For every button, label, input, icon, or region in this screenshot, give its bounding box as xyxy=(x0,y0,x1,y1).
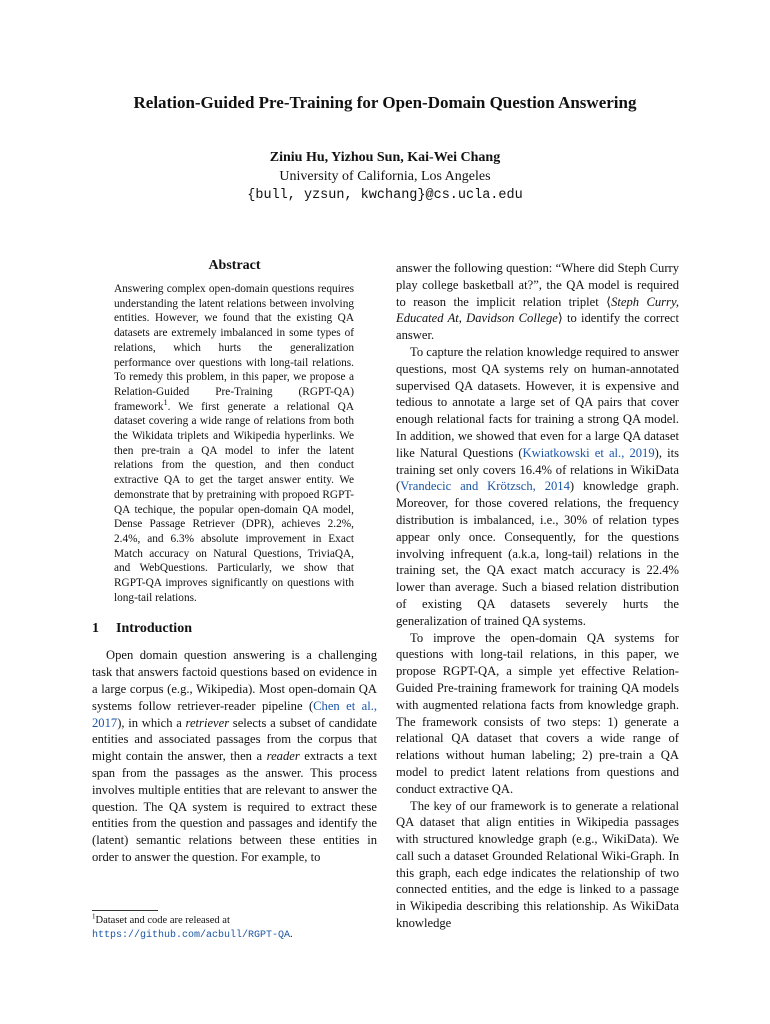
abstract-text-part1: Answering complex open-domain questions requires understanding the latent relations between involving entities. However, we found that the existing QA datasets are extremely imbalanced in some types of relations, which hurts the generalization performance over questions with long-tail relations. To remedy this problem, in this paper, we propose a Relation-Guided Pre-Training (RGPT-QA) framework xyxy=(114,283,354,413)
abstract-text xyxy=(114,282,354,605)
author-emails: {bull, yzsun, kwchang}@cs.ucla.edu xyxy=(247,188,523,203)
footnote-text: Dataset and code are released at xyxy=(95,915,230,926)
section-number: 1 xyxy=(92,621,99,637)
text-run: ), its training set only covers 16.4% of relations in WikiData ( xyxy=(396,445,679,494)
emphasis-term: retriever xyxy=(185,715,230,730)
paper-title: Relation-Guided Pre-Training for Open-Domain Question Answering xyxy=(133,93,637,112)
intro-paragraph-1 xyxy=(92,647,377,865)
text-run: ) knowledge graph. Moreover, for those covered relations, the frequency distribution is imbalanced, i.e., 30% of relation types appear only once. Consequently, for the questions involving infrequent (a.k.a, long-tail) relations in the training set, the QA exact match accuracy is 22.4% lower than average. Such a biased relation distribution of existing QA datasets severely hurts the generalization of trained QA systems. xyxy=(396,479,679,628)
intro-paragraph-continued xyxy=(396,260,679,344)
text-run: extracts a text span from the passages as the answer. This process involves multiple entities that are relevant to answer the question. The QA system is required to extract these entities from the question and passages and identify the (latent) semantic relations between these entities in order to answer the question. For example, to xyxy=(92,749,377,865)
footnote-url-link[interactable]: https://github.com/acbull/RGPT-QA xyxy=(92,930,291,941)
footnote-number: 1 xyxy=(92,912,96,921)
citation-link[interactable]: Vrandecic and Krötzsch, 2014 xyxy=(400,479,570,494)
text-run: ), in which a xyxy=(117,715,186,730)
abstract-text-part2: . We first generate a relational QA dataset covering a wide range of relations from both the Wikidata triplets and Wikipedia hyperlinks. We then pre-train a QA model to infer the latent relations from the question, and then conduct extractive QA to get the target answer entity. We demonstrate that by pretraining with propoed RGPT-QA techique, the popular open-domain QA model, Dense Passage Retriever (DPR), achieves 2.2%, 2.4%, and 6.3% absolute improvement in Exact Match accuracy on Natural Questions, TriviaQA, and WebQuestions. Particularly, we show that RGPT-QA improves significantly on questions with long-tail relations. xyxy=(114,400,354,604)
text-run: selects a subset of candidate entities and associated passages from the corpus that might contain the answer, then a xyxy=(92,715,378,764)
text-run: answer the following question: “Where did Steph Curry play college basketball at?”, the QA model is required to reason the implicit relation triplet ⟨ xyxy=(396,261,679,309)
left-column xyxy=(92,258,377,866)
author-names: Ziniu Hu, Yizhou Sun, Kai-Wei Chang xyxy=(269,150,501,165)
section-heading-introduction xyxy=(92,621,377,637)
text-run: ⟩ to identify the correct answer. xyxy=(396,311,679,343)
citation-link[interactable]: Chen et al., 2017 xyxy=(92,698,377,730)
section-title: Introduction xyxy=(116,621,192,637)
affiliation: University of California, Los Angeles xyxy=(279,169,491,184)
text-run: To capture the relation knowledge required to answer questions, most QA systems rely on human-annotated supervised QA datasets. However, it is expensive and tedious to annotate a large set of QA pairs that cover enough relational facts for training a strong QA model. In addition, we showed that even for a large QA dataset like Natural Questions ( xyxy=(396,344,679,460)
footnote-marker[interactable]: 1 xyxy=(163,397,168,407)
intro-paragraph-3: To improve the open-domain QA systems for questions with long-tail relations, in this paper, we propose RGPT-QA, a simple yet effective Relation-Guided Pre-training framework for training QA models with augmented relationa facts from knowledge graph. The framework consists of two steps: 1) generate a relational QA dataset that covers a wide range of relations without human labeling; 2) pre-train a QA model to predict latent relations from questions and conduct extractive QA. xyxy=(396,630,679,796)
abstract-heading: Abstract xyxy=(208,258,261,273)
author-block xyxy=(0,148,770,205)
relation-triplet: Steph Curry, Educated At, Davidson College xyxy=(396,294,679,326)
intro-paragraph-2 xyxy=(396,344,679,630)
right-column xyxy=(396,260,679,932)
citation-link[interactable]: Kwiatkowski et al., 2019 xyxy=(522,445,655,460)
footnote-divider xyxy=(92,910,158,911)
footnote-end: . xyxy=(290,929,293,940)
emphasis-term: reader xyxy=(266,749,300,764)
text-run: Open domain question answering is a challenging task that answers factoid questions based on evidence in a large corpus (e.g., Wikipedia). Most open-domain QA systems follow retriever-reader pipeline ( xyxy=(92,648,377,713)
footnote xyxy=(92,914,377,943)
intro-paragraph-4: The key of our framework is to generate a relational QA dataset that align entities in Wikipedia passages with structured knowledge graph (e.g., WikiData). We call such a dataset Grounded Relational Wiki-Graph. In this graph, each edge indicates the relationship of two connected entities, and the edge is linked to a passage in Wikipedia describing this relationship. As WikiData knowledge xyxy=(396,798,679,931)
